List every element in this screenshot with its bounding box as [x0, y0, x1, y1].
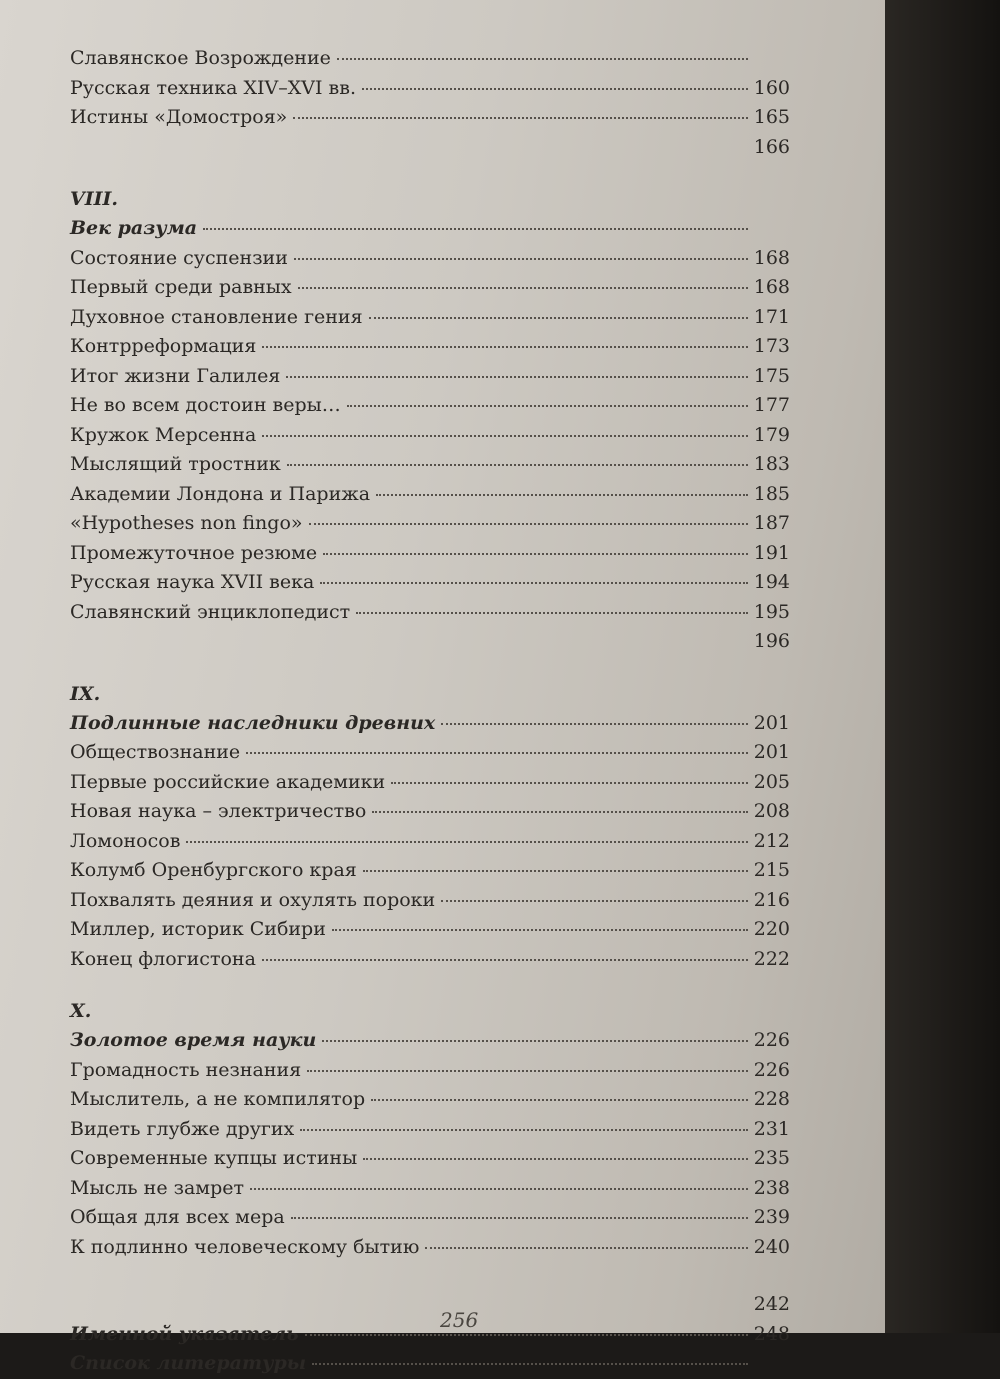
toc-section [70, 974, 790, 1262]
dot-leader [262, 345, 747, 348]
dot-leader [363, 1157, 748, 1160]
toc-entry [70, 709, 790, 739]
page-number: 256 [440, 1308, 479, 1332]
dot-leader [441, 722, 747, 725]
toc-entry [70, 1174, 790, 1204]
toc-entry-title: Мысль не замрет [70, 1176, 245, 1199]
toc-entry-page: 220 [753, 918, 790, 940]
dot-leader [293, 116, 747, 119]
toc-entry-page: 177 [753, 394, 790, 416]
toc-entry-page: 228 [753, 1088, 790, 1110]
chapter-heading: VIII. [70, 188, 119, 210]
dot-leader [250, 1187, 748, 1190]
toc-entry-title: Первый среди равных [70, 276, 292, 298]
toc-entry [70, 797, 790, 827]
toc-entry [70, 244, 790, 274]
dot-leader [291, 1216, 748, 1219]
toc-entry-title: Русская наука XVII века [70, 571, 315, 593]
toc-entry-title: Контрреформация [70, 335, 257, 357]
toc-entry [70, 509, 790, 539]
dot-leader [441, 899, 748, 902]
section-gap [70, 657, 790, 679]
toc-entry-page: 238 [753, 1176, 790, 1199]
toc-entry [70, 886, 790, 916]
toc-entry-page: 173 [753, 335, 790, 357]
toc-entry-title: Век разума [70, 217, 198, 239]
toc-entry-page: 201 [753, 741, 790, 763]
dot-leader [300, 1128, 747, 1131]
toc-entry-page: 231 [753, 1117, 790, 1140]
dot-leader [376, 493, 748, 496]
section-gap [70, 974, 790, 996]
dot-leader [286, 375, 747, 378]
toc-entry-title: Первые российские академики [70, 770, 386, 793]
toc-entry-page: 171 [753, 305, 790, 328]
toc-entry-title: Подлинные наследники древних [70, 711, 436, 734]
toc-entry-title: «Hypotheses non fingo» [70, 512, 303, 534]
toc-entry-page: 166 [753, 135, 790, 158]
dot-leader [391, 781, 748, 784]
toc-entry-page: 168 [753, 246, 790, 269]
toc-entry [70, 1290, 790, 1320]
dot-leader [369, 316, 748, 319]
toc-entry-page: 248 [753, 1322, 790, 1345]
toc-entry-title: Новая наука – электричество [70, 800, 367, 822]
toc-entry-title: Славянский энциклопедист [70, 600, 351, 623]
dot-leader [320, 581, 747, 584]
toc-entry [70, 945, 790, 975]
dot-leader [294, 257, 748, 260]
toc-entry [70, 1144, 790, 1174]
toc-entry-page: 160 [753, 76, 790, 99]
toc-entry [70, 74, 790, 104]
toc-entry [70, 1115, 790, 1145]
toc-entry-title: Похвалять деяния и охулять пороки [70, 888, 436, 911]
toc-entry-title: Славянское Возрождение [70, 47, 331, 69]
toc-entry-page: 239 [753, 1206, 790, 1228]
chapter-heading: IX. [70, 682, 101, 705]
toc-entry [70, 391, 790, 421]
table-of-contents [70, 44, 790, 1379]
toc-entry-page: 240 [753, 1235, 790, 1258]
toc-entry [70, 332, 790, 362]
dot-leader [287, 463, 748, 466]
toc-entry-title: Общая для всех мера [70, 1206, 285, 1228]
toc-entry [70, 598, 790, 628]
dot-leader [312, 1362, 748, 1365]
section-gap [70, 1262, 790, 1290]
dot-leader [356, 611, 748, 614]
toc-entry [70, 1233, 790, 1263]
toc-entry-page: 235 [753, 1147, 790, 1169]
dot-leader [309, 522, 748, 525]
section-gap [70, 162, 790, 184]
toc-entry [70, 133, 790, 163]
toc-entry-page: 222 [753, 947, 790, 970]
dot-leader [337, 57, 748, 60]
toc-entry-title: Промежуточное резюме [70, 541, 318, 564]
toc-entry-page: 196 [753, 630, 790, 652]
toc-entry-page: 212 [753, 829, 790, 852]
dot-leader [305, 1333, 748, 1336]
toc-entry-page: 179 [753, 423, 790, 446]
toc-entry-title: К подлинно человеческому бытию [70, 1235, 420, 1258]
dot-leader [371, 1098, 748, 1101]
toc-entry-title: Конец флогистона [70, 947, 256, 970]
toc-entry-title: Список литературы [70, 1352, 307, 1374]
toc-entry-page: 226 [753, 1029, 790, 1051]
dot-leader [262, 958, 748, 961]
toc-entry-page: 226 [753, 1058, 790, 1081]
toc-entry-page: 191 [753, 541, 790, 564]
toc-entry-title: Обществознание [70, 741, 241, 763]
toc-section [70, 1262, 790, 1379]
toc-entry-page: 208 [753, 800, 790, 822]
toc-entry-page: 175 [753, 364, 790, 387]
toc-entry [70, 273, 790, 303]
dot-leader [323, 552, 748, 555]
dot-leader [246, 751, 748, 754]
dot-leader [362, 87, 748, 90]
toc-entry-page: 242 [753, 1293, 790, 1315]
toc-entry [70, 1026, 790, 1056]
toc-entry [70, 480, 790, 510]
background-edge [885, 0, 1000, 1333]
toc-entry [70, 303, 790, 333]
dot-leader [203, 227, 748, 230]
toc-entry [70, 362, 790, 392]
toc-entry-title: Состояние суспензии [70, 246, 288, 269]
toc-entry-title: Духовное становление гения [70, 305, 363, 328]
toc-entry-title: Академии Лондона и Парижа [70, 482, 371, 505]
toc-entry [70, 214, 790, 244]
toc-entry-title: Громадность незнания [70, 1058, 302, 1081]
toc-entry-page: 185 [753, 482, 790, 505]
dot-leader [372, 810, 747, 813]
toc-entry [70, 1203, 790, 1233]
toc-entry-title: Миллер, историк Сибири [70, 918, 326, 940]
toc-entry-title: Мыслитель, а не компилятор [70, 1088, 366, 1110]
toc-entry-page: 165 [753, 106, 790, 128]
dot-leader [332, 928, 748, 931]
dot-leader [363, 869, 748, 872]
dot-leader [347, 404, 748, 407]
toc-entry-title: Ломоносов [70, 829, 181, 852]
chapter-heading: X. [70, 1000, 92, 1022]
toc-entry-page: 168 [753, 276, 790, 298]
toc-entry-title: Современные купцы истины [70, 1147, 358, 1169]
toc-entry-title: Золотое время науки [70, 1029, 317, 1051]
toc-entry-page: 215 [753, 859, 790, 881]
toc-entry [70, 103, 790, 133]
toc-entry-title: Итог жизни Галилея [70, 364, 281, 387]
toc-entry-title: Именной указатель [70, 1322, 299, 1345]
toc-entry-title: Видеть глубже других [70, 1117, 295, 1140]
toc-entry [70, 568, 790, 598]
toc-entry [70, 539, 790, 569]
toc-entry-page: 183 [753, 453, 790, 475]
toc-entry-page: 195 [753, 600, 790, 623]
toc-entry [70, 421, 790, 451]
toc-entry-page: 187 [753, 512, 790, 534]
dot-leader [307, 1069, 748, 1072]
toc-entry [70, 768, 790, 798]
toc-section [70, 657, 790, 975]
toc-entry [70, 1320, 790, 1350]
toc-entry [70, 1085, 790, 1115]
dot-leader [298, 286, 748, 289]
dot-leader [186, 840, 747, 843]
dot-leader [425, 1246, 747, 1249]
toc-entry-title: Русская техника XIV–XVI вв. [70, 76, 356, 99]
toc-entry-page: 201 [753, 711, 790, 734]
toc-entry [70, 44, 790, 74]
toc-entry-title: Колумб Оренбургского края [70, 859, 357, 881]
toc-entry [70, 450, 790, 480]
toc-section [70, 162, 790, 657]
toc-entry-title: Кружок Мерсенна [70, 423, 257, 446]
toc-entry [70, 738, 790, 768]
toc-entry-title: Мыслящий тростник [70, 453, 281, 475]
toc-entry [70, 1349, 790, 1379]
toc-entry [70, 627, 790, 657]
toc-entry [70, 827, 790, 857]
toc-entry-title: Истины «Домостроя» [70, 106, 288, 128]
toc-entry-page: 194 [753, 571, 790, 593]
toc-entry [70, 856, 790, 886]
toc-entry [70, 915, 790, 945]
toc-entry-title: Не во всем достоин веры… [70, 394, 341, 416]
toc-entry [70, 1056, 790, 1086]
toc-section [70, 44, 790, 162]
toc-entry-page: 216 [753, 888, 790, 911]
toc-entry-page: 205 [753, 770, 790, 793]
dot-leader [262, 434, 747, 437]
dot-leader [322, 1039, 747, 1042]
